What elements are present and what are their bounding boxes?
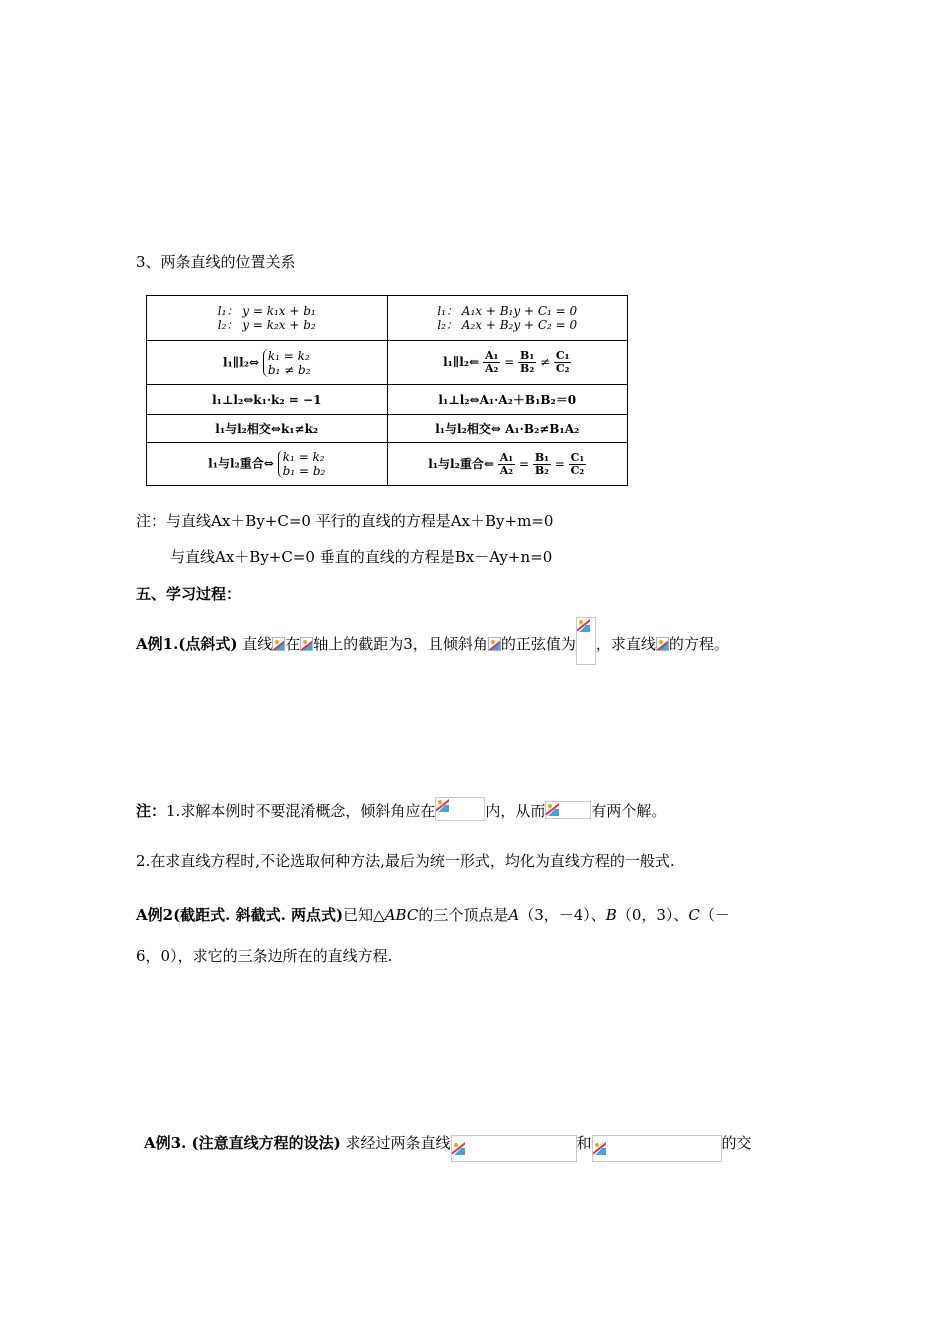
denominator: B₂ xyxy=(520,362,535,375)
intersect-general: l₁与l₂相交⇔ A₁·B₂≠B₁A₂ xyxy=(387,415,628,443)
numerator: B₁ xyxy=(534,450,549,464)
text: 和 xyxy=(576,1134,592,1152)
broken-image-frame xyxy=(576,617,596,665)
broken-image-icon xyxy=(436,798,449,812)
broken-image-frame xyxy=(592,1135,722,1162)
text: ，求直线 xyxy=(595,635,656,653)
coincide-general-prefix: l₁与l₂重合⇐ xyxy=(428,456,494,471)
triangle-name: ABC xyxy=(384,906,419,924)
hint-2: 2.在求直线方程时,不论选取何种方法,最后为统一形式，均化为直线方程的一般式. xyxy=(136,852,675,870)
broken-image-frame xyxy=(545,801,591,819)
section-5-title: 五、学习过程： xyxy=(136,585,242,603)
broken-image-icon xyxy=(546,802,559,816)
denominator: A₂ xyxy=(484,362,499,375)
perpendicular-general: l₁⊥l₂⇔A₁·A₂＋B₁B₂＝0 xyxy=(387,385,628,415)
fraction xyxy=(569,452,587,477)
example-2-label: A例2(截距式. 斜截式. 两点式) xyxy=(136,906,344,924)
text: 的方程。 xyxy=(668,635,729,653)
text: 直线 xyxy=(237,635,273,653)
example-1 xyxy=(136,631,729,665)
numerator: B₁ xyxy=(520,349,535,362)
text: 在 xyxy=(285,635,301,653)
hint-label: 注： xyxy=(136,802,167,820)
table-cell xyxy=(387,341,628,385)
numerator: C₁ xyxy=(555,349,570,362)
fraction xyxy=(483,350,500,375)
denominator: A₂ xyxy=(499,463,514,477)
broken-image-icon xyxy=(593,1141,606,1155)
denominator: B₂ xyxy=(534,463,549,477)
operator: = xyxy=(518,456,529,471)
parallel-condition-prefix: l₁∥l₂⇔ xyxy=(222,355,260,369)
parallel-condition-brace xyxy=(263,349,311,377)
hint-1 xyxy=(136,797,666,821)
slope-form-l1: l₁： y = k₁x + b₁ xyxy=(217,304,316,318)
parallel-general-prefix: l₁∥l₂⇐ xyxy=(443,355,480,369)
operator: ≠ xyxy=(539,355,551,369)
table-cell xyxy=(387,443,628,486)
coincide-condition-brace xyxy=(278,450,326,478)
denominator: C₂ xyxy=(570,463,585,477)
brace-line: b₁ ≠ b₂ xyxy=(267,362,311,377)
broken-image-icon xyxy=(488,637,501,651)
general-form-l2: l₂： A₂x + B₂y + C₂ = 0 xyxy=(437,318,578,332)
example-2 xyxy=(136,905,730,925)
brace-line: k₁ = k₂ xyxy=(282,450,325,464)
brace-line: b₁ = b₂ xyxy=(282,464,326,478)
note-perpendicular: 与直线Ax＋By+C=0 垂直的直线的方程是Bx－Ay+n=0 xyxy=(170,548,553,566)
broken-image-frame xyxy=(451,1135,577,1162)
fraction xyxy=(554,350,572,375)
table-cell xyxy=(147,341,388,385)
denominator: C₂ xyxy=(555,362,570,375)
text: 轴上的截距为3，且倾斜角 xyxy=(313,635,488,653)
text: （0，3）、 xyxy=(616,906,689,924)
text: 1.求解本例时不要混淆概念，倾斜角应在 xyxy=(166,802,436,820)
broken-image-icon xyxy=(577,618,590,632)
general-form-l1: l₁： A₁x + B₁y + C₁ = 0 xyxy=(437,304,578,318)
text: 有两个解。 xyxy=(591,802,667,820)
example-3-label: A例3. (注意直线方程的设法) xyxy=(144,1134,341,1152)
numerator: A₁ xyxy=(484,349,499,362)
example-1-label: A例1.(点斜式) xyxy=(136,635,238,653)
text: 求经过两条直线 xyxy=(340,1134,451,1152)
table-cell xyxy=(147,296,388,341)
point-b: B xyxy=(605,906,617,924)
example-2-continued: 6，0），求它的三条边所在的直线方程. xyxy=(136,947,393,965)
broken-image-frame xyxy=(435,797,485,821)
text: （3，－4）、 xyxy=(519,906,606,924)
broken-image-icon xyxy=(272,637,285,651)
section-3-title: 3、两条直线的位置关系 xyxy=(136,253,296,271)
operator: = xyxy=(504,355,515,369)
intersect-slope: l₁与l₂相交⇔k₁≠k₂ xyxy=(147,415,388,443)
point-c: C xyxy=(688,906,700,924)
numerator: A₁ xyxy=(499,450,514,464)
broken-image-icon xyxy=(656,637,669,651)
text: 的正弦值为 xyxy=(500,635,576,653)
fraction xyxy=(518,350,536,375)
point-a: A xyxy=(508,906,520,924)
text: 已知△ xyxy=(343,906,385,924)
coincide-condition-prefix: l₁与l₂重合⇔ xyxy=(208,456,274,471)
text: 的三个顶点是 xyxy=(418,906,509,924)
fraction xyxy=(533,452,551,477)
text: 内，从而 xyxy=(485,802,546,820)
perpendicular-slope: l₁⊥l₂⇔k₁·k₂ = −1 xyxy=(147,385,388,415)
table-cell xyxy=(147,443,388,486)
broken-image-icon xyxy=(452,1141,465,1155)
numerator: C₁ xyxy=(570,450,585,464)
fraction xyxy=(498,452,515,477)
broken-image-icon xyxy=(300,637,313,651)
text: 的交 xyxy=(721,1134,752,1152)
text: （－ xyxy=(699,906,730,924)
table-cell xyxy=(387,296,628,341)
brace-line: k₁ = k₂ xyxy=(267,348,310,363)
line-relation-table xyxy=(146,295,628,486)
example-3 xyxy=(144,1133,752,1162)
operator: = xyxy=(554,456,565,471)
slope-form-l2: l₂： y = k₂x + b₂ xyxy=(217,318,316,332)
note-parallel: 注：与直线Ax＋By+C=0 平行的直线的方程是Ax＋By+m=0 xyxy=(136,512,554,530)
